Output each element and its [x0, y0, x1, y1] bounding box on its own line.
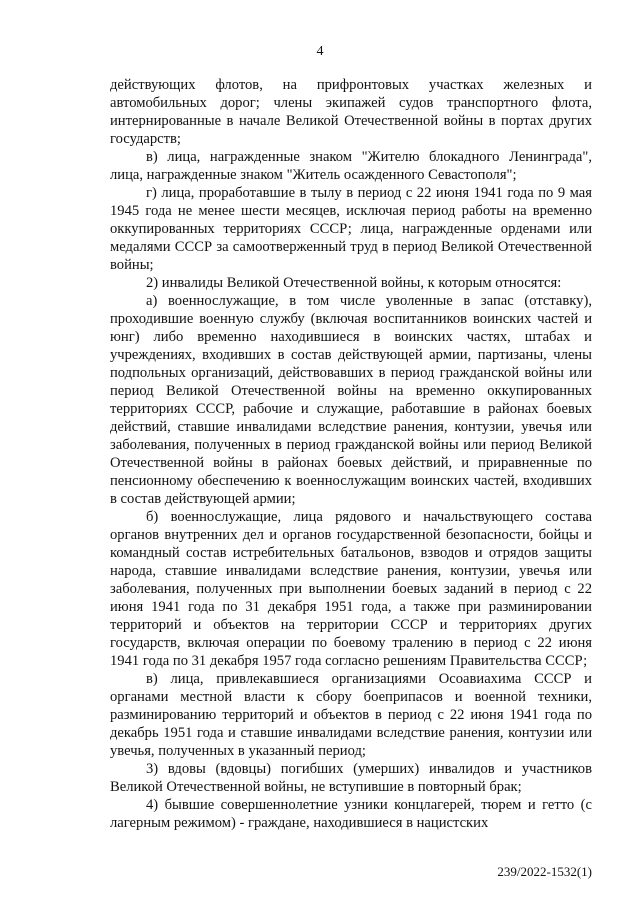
paragraph-item-v-blockade-sign: в) лица, награжденные знаком "Жителю блокадного Ленинграда", лица, награжденные знаком "Житель осажденного Севастополя";: [110, 149, 592, 183]
document-code: 239/2022-1532(1): [497, 864, 592, 879]
paragraph-subitem-v-osoaviakhim: в) лица, привлекавшиеся организациями Осоавиахима СССР и органами местной власти к сбору боеприпасов и военной техники, разминированию территорий и объектов в период с 22 июня 1941 года по декабрь 1951 года и ставшие инвалидами вследствие ранения, контузии или увечья, полученных в указанный период;: [110, 671, 592, 759]
paragraph-subitem-b-internal-affairs: б) военнослужащие, лица рядового и начальствующего состава органов внутренних дел и органов государственной безопасности, бойцы и командный состав истребительных батальонов, взводов и отрядов защиты народа, ставшие инвалидами вследствие ранения, контузии, увечья или заболевания, полученных при выполнении боевых заданий в период с 22 июня 1941 года по 31 декабря 1951 года, а также при разминировании территорий и объектов на территории СССР и территориях других государств, включая операции по боевому тралению в период с 22 июня 1941 года по 31 декабря 1957 года согласно решениям Правительства СССР;: [110, 509, 592, 669]
paragraph-item-3-widows: 3) вдовы (вдовцы) погибших (умерших) инвалидов и участников Великой Отечественной войны, не вступившие в повторный брак;: [110, 761, 592, 795]
paragraph-item-4-prisoners: 4) бывшие совершеннолетние узники концлагерей, тюрем и гетто (с лагерным режимом) - граждане, находившиеся в нацистских: [110, 797, 592, 831]
paragraph-subitem-a-servicemen: а) военнослужащие, в том числе уволенные в запас (отставку), проходившие военную службу (включая воспитанников воинских частей и юнг) либо временно находившиеся в воинских частях, штабах и учреждениях, входивших в состав действующей армии, партизаны, члены подпольных организаций, действовавших в период гражданской войны или период Великой Отечественной войны на временно оккупированных территориях СССР, рабочие и служащие, работавшие в районах боевых действий, ставшие инвалидами вследствие ранения, контузии, увечья или заболевания, полученных в период гражданской войны или период Великой Отечественной войны в районах боевых действий, и приравненные по пенсионному обеспечению к военнослужащим воинских частей, входивших в состав действующей армии;: [110, 293, 592, 507]
paragraph-item-2-disabled-veterans: 2) инвалиды Великой Отечественной войны, к которым относятся:: [146, 275, 562, 291]
paragraph-item-g-home-front: г) лица, проработавшие в тылу в период с 22 июня 1941 года по 9 мая 1945 года не менее шести месяцев, исключая период работы на временно оккупированных территориях СССР; лица, награжденные орденами или медалями СССР за самоотверженный труд в период Великой Отечественной войны;: [110, 185, 592, 273]
paragraph-continuation: действующих флотов, на прифронтовых участках железных и автомобильных дорог; члены экипажей судов транспортного флота, интернированные в начале Великой Отечественной войны в портах других государств;: [110, 77, 592, 147]
document-body: [110, 76, 592, 832]
page-number: 4: [316, 44, 324, 59]
